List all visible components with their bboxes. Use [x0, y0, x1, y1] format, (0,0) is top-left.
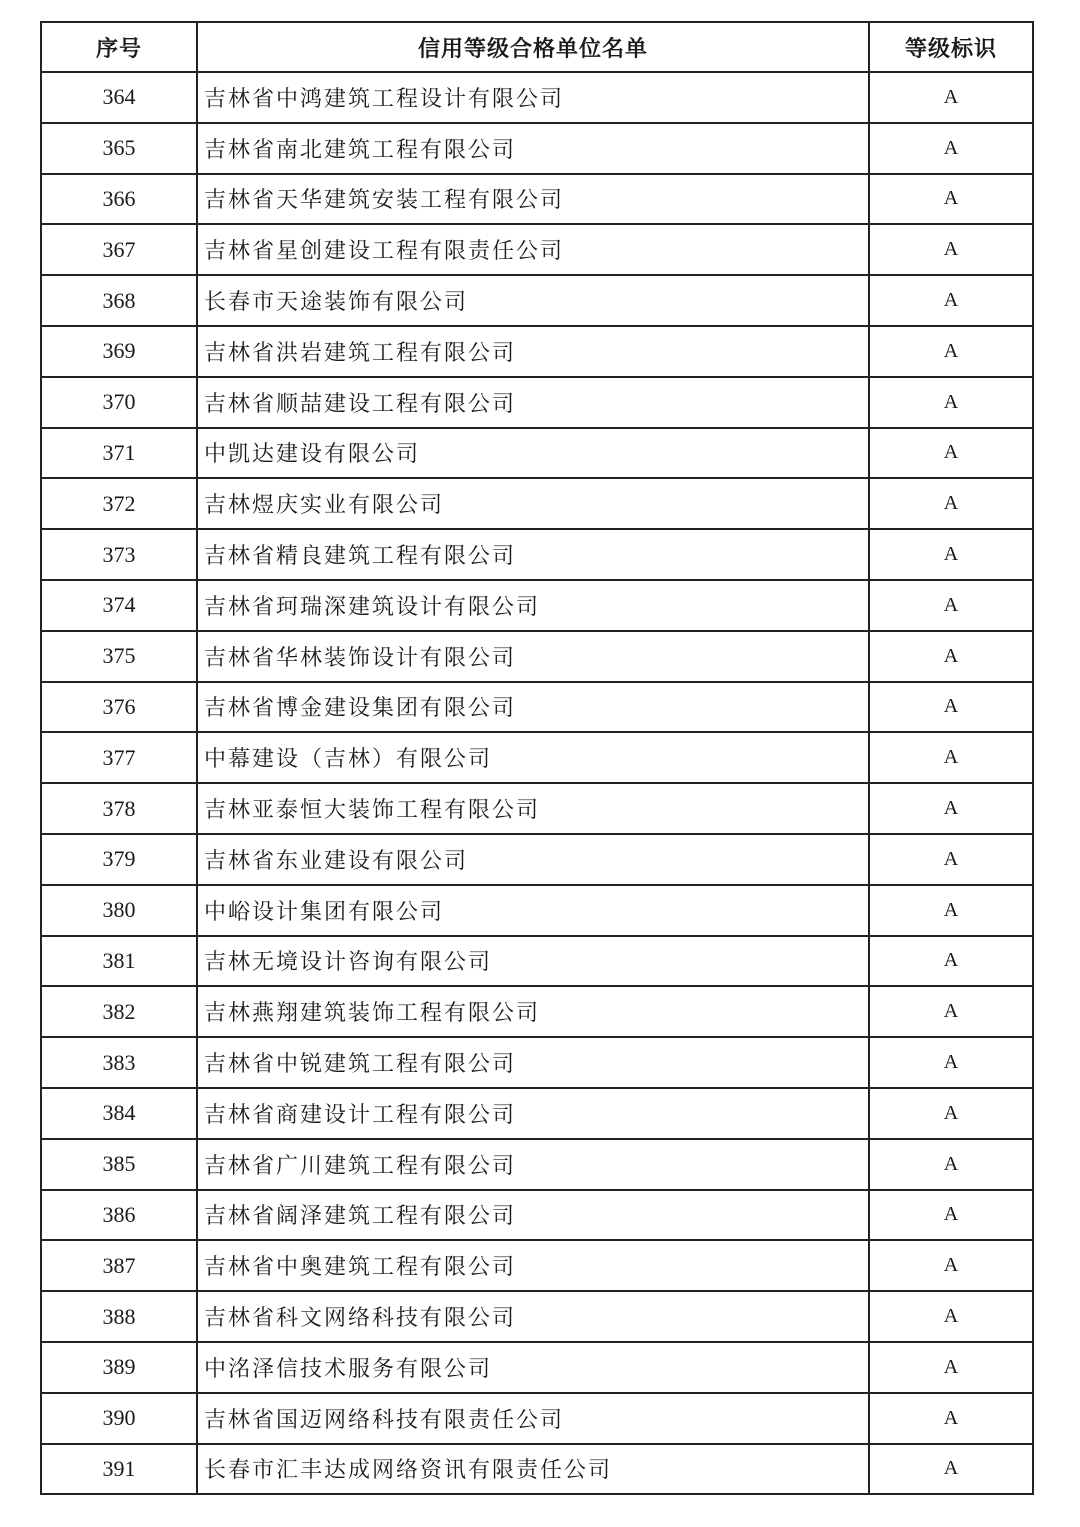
row-grade: A: [869, 326, 1033, 377]
row-company-name: 吉林煜庆实业有限公司: [197, 478, 869, 529]
table-row: [41, 1240, 1033, 1291]
row-grade: A: [869, 72, 1033, 123]
table-row: [41, 732, 1033, 783]
row-number: 384: [41, 1088, 197, 1139]
row-company-name: 中洺泽信技术服务有限公司: [197, 1342, 869, 1393]
row-grade: A: [869, 1037, 1033, 1088]
row-company-name: 中幕建设（吉林）有限公司: [197, 732, 869, 783]
row-grade: A: [869, 478, 1033, 529]
row-company-name: 中凯达建设有限公司: [197, 428, 869, 479]
row-company-name: 中峪设计集团有限公司: [197, 885, 869, 936]
row-grade: A: [869, 580, 1033, 631]
row-number: 365: [41, 123, 197, 174]
row-grade: A: [869, 936, 1033, 987]
row-number: 387: [41, 1240, 197, 1291]
row-company-name: 吉林亚泰恒大装饰工程有限公司: [197, 783, 869, 834]
row-grade: A: [869, 224, 1033, 275]
table-row: [41, 1037, 1033, 1088]
header-grade: 等级标识: [869, 22, 1033, 72]
table-row: [41, 174, 1033, 225]
table-row: [41, 1291, 1033, 1342]
row-grade: A: [869, 1240, 1033, 1291]
table-row: [41, 783, 1033, 834]
row-grade: A: [869, 123, 1033, 174]
table-row: [41, 275, 1033, 326]
table-row: [41, 326, 1033, 377]
row-company-name: 吉林省博金建设集团有限公司: [197, 682, 869, 733]
table-row: [41, 123, 1033, 174]
table-row: [41, 631, 1033, 682]
table-row: [41, 936, 1033, 987]
row-number: 388: [41, 1291, 197, 1342]
row-company-name: 吉林省华林装饰设计有限公司: [197, 631, 869, 682]
row-company-name: 吉林省天华建筑安装工程有限公司: [197, 174, 869, 225]
table-body: [41, 72, 1033, 1494]
row-grade: A: [869, 1190, 1033, 1241]
row-grade: A: [869, 682, 1033, 733]
table-row: [41, 580, 1033, 631]
table-row: [41, 885, 1033, 936]
table-row: [41, 1088, 1033, 1139]
row-company-name: 吉林省洪岩建筑工程有限公司: [197, 326, 869, 377]
row-grade: A: [869, 1393, 1033, 1444]
table-row: [41, 224, 1033, 275]
row-number: 389: [41, 1342, 197, 1393]
row-company-name: 吉林省南北建筑工程有限公司: [197, 123, 869, 174]
row-grade: A: [869, 428, 1033, 479]
row-grade: A: [869, 1444, 1033, 1495]
row-company-name: 吉林省顺喆建设工程有限公司: [197, 377, 869, 428]
row-company-name: 吉林省星创建设工程有限责任公司: [197, 224, 869, 275]
row-number: 368: [41, 275, 197, 326]
row-number: 369: [41, 326, 197, 377]
row-number: 390: [41, 1393, 197, 1444]
row-company-name: 吉林省科文网络科技有限公司: [197, 1291, 869, 1342]
row-grade: A: [869, 783, 1033, 834]
row-company-name: 吉林省东业建设有限公司: [197, 834, 869, 885]
row-number: 370: [41, 377, 197, 428]
row-number: 366: [41, 174, 197, 225]
row-grade: A: [869, 1088, 1033, 1139]
table-row: [41, 1342, 1033, 1393]
row-number: 391: [41, 1444, 197, 1495]
row-company-name: 吉林省广川建筑工程有限公司: [197, 1139, 869, 1190]
row-number: 385: [41, 1139, 197, 1190]
row-grade: A: [869, 1342, 1033, 1393]
row-number: 383: [41, 1037, 197, 1088]
row-company-name: 长春市汇丰达成网络资讯有限责任公司: [197, 1444, 869, 1495]
table-row: [41, 1190, 1033, 1241]
row-company-name: 吉林省商建设计工程有限公司: [197, 1088, 869, 1139]
table-row: [41, 1444, 1033, 1495]
row-number: 376: [41, 682, 197, 733]
row-grade: A: [869, 174, 1033, 225]
row-number: 382: [41, 986, 197, 1037]
row-grade: A: [869, 631, 1033, 682]
header-row: [41, 22, 1033, 72]
row-grade: A: [869, 275, 1033, 326]
row-company-name: 吉林省国迈网络科技有限责任公司: [197, 1393, 869, 1444]
row-company-name: 长春市天途装饰有限公司: [197, 275, 869, 326]
row-number: 380: [41, 885, 197, 936]
row-grade: A: [869, 377, 1033, 428]
row-grade: A: [869, 529, 1033, 580]
row-company-name: 吉林省阔泽建筑工程有限公司: [197, 1190, 869, 1241]
row-number: 386: [41, 1190, 197, 1241]
row-number: 374: [41, 580, 197, 631]
row-number: 375: [41, 631, 197, 682]
row-company-name: 吉林省珂瑞深建筑设计有限公司: [197, 580, 869, 631]
table-row: [41, 377, 1033, 428]
row-company-name: 吉林无境设计咨询有限公司: [197, 936, 869, 987]
header-name: 信用等级合格单位名单: [197, 22, 869, 72]
row-company-name: 吉林省中奥建筑工程有限公司: [197, 1240, 869, 1291]
row-grade: A: [869, 732, 1033, 783]
row-company-name: 吉林燕翔建筑装饰工程有限公司: [197, 986, 869, 1037]
table-row: [41, 1139, 1033, 1190]
table-row: [41, 682, 1033, 733]
table-row: [41, 986, 1033, 1037]
row-number: 367: [41, 224, 197, 275]
row-number: 377: [41, 732, 197, 783]
row-company-name: 吉林省中锐建筑工程有限公司: [197, 1037, 869, 1088]
table-row: [41, 72, 1033, 123]
table-row: [41, 529, 1033, 580]
row-number: 379: [41, 834, 197, 885]
row-grade: A: [869, 834, 1033, 885]
table-row: [41, 834, 1033, 885]
row-grade: A: [869, 885, 1033, 936]
row-grade: A: [869, 986, 1033, 1037]
table-row: [41, 428, 1033, 479]
row-grade: A: [869, 1291, 1033, 1342]
row-number: 378: [41, 783, 197, 834]
row-grade: A: [869, 1139, 1033, 1190]
row-number: 371: [41, 428, 197, 479]
row-number: 364: [41, 72, 197, 123]
header-number: 序号: [41, 22, 197, 72]
table-row: [41, 478, 1033, 529]
row-company-name: 吉林省中鸿建筑工程设计有限公司: [197, 72, 869, 123]
credit-grade-table: [40, 21, 1034, 1495]
table-header: [41, 22, 1033, 72]
row-number: 372: [41, 478, 197, 529]
table-row: [41, 1393, 1033, 1444]
row-number: 381: [41, 936, 197, 987]
row-company-name: 吉林省精良建筑工程有限公司: [197, 529, 869, 580]
row-number: 373: [41, 529, 197, 580]
